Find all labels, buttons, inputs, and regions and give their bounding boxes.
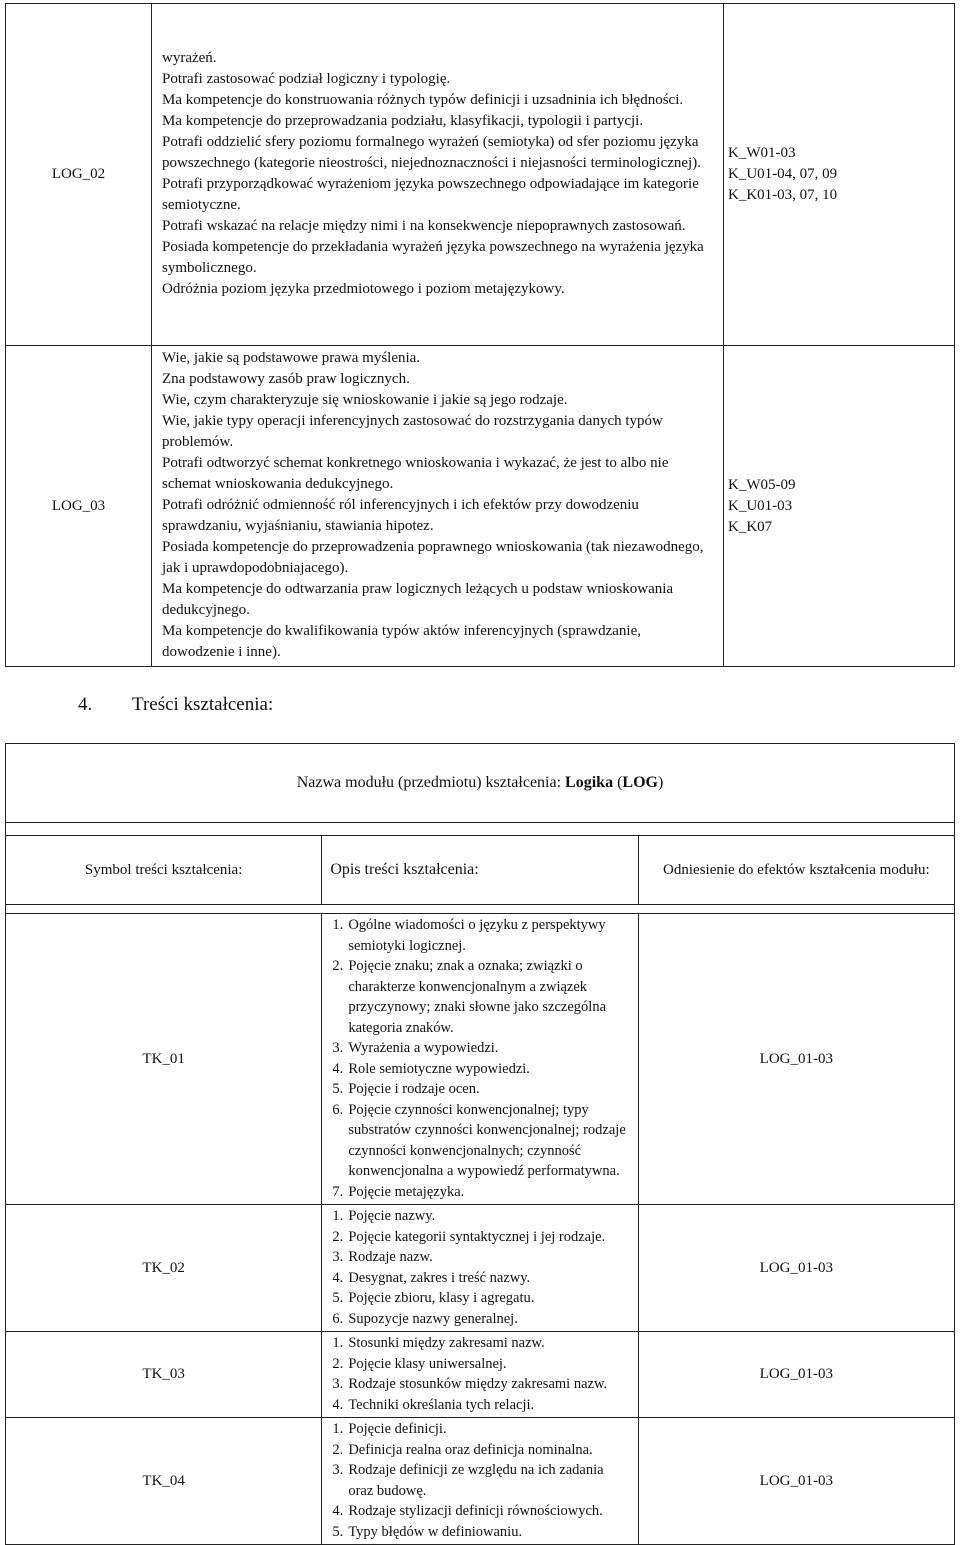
outcome-line: Wie, jakie typy operacji inferencyjnych zastosować do rozstrzygania danych typów problemów. [162, 413, 663, 450]
module-code: LOG [622, 774, 658, 791]
outcome-line: Posiada kompetencje do przekładania wyrażeń języka powszechnego na wyrażenia języka symbolicznego. [162, 239, 704, 276]
content-symbol: TK_02 [6, 1205, 322, 1332]
outcome-line: Wie, czym charakteryzuje się wnioskowanie i jakie są jego rodzaje. [162, 392, 568, 408]
content-row-tk04 [6, 1418, 955, 1545]
outcome-line: Potrafi odróżnić odmienność ról inferencyjnych i ich efektów przy dowodzeniu sprawdzaniu, wyjaśnianiu, stawiania hipotez. [162, 497, 639, 534]
contents-table [5, 743, 955, 1545]
list-item: 7. Pojęcie metajęzyka. [332, 1183, 465, 1200]
outcome-ref: K_W01-03 [728, 145, 796, 161]
content-description [322, 1205, 638, 1332]
outcome-ref: K_K07 [728, 518, 773, 535]
outcome-symbol: LOG_03 [6, 346, 152, 667]
content-description [322, 1418, 638, 1545]
spacer [6, 905, 955, 914]
outcome-line: Potrafi wskazać na relacje między nimi i na konsekwencje niepoprawnych zastosowań. [162, 218, 686, 234]
content-row-tk02 [6, 1205, 955, 1332]
list-item: 4. Role semiotyczne wypowiedzi. [332, 1060, 530, 1077]
outcome-line: Ma kompetencje do kwalifikowania typów aktów inferencyjnych (sprawdzanie, dowodzenie i inne). [162, 623, 642, 660]
outcome-line: Wie, jakie są podstawowe prawa myślenia. [162, 350, 421, 366]
spacer [6, 823, 955, 836]
header-description: Opis treści kształcenia: [322, 836, 638, 905]
outcome-ref: K_U01-04, 07, 09 [728, 166, 838, 182]
content-description [322, 1332, 638, 1418]
outcome-line: wyrażeń. [162, 50, 217, 66]
outcome-description [152, 346, 724, 667]
outcome-line: Potrafi odtworzyć schemat konkretnego wnioskowania i wykazać, że jest to albo nie schemat wnioskowania dedukcyjnego. [162, 455, 669, 492]
content-reference: LOG_01-03 [638, 914, 954, 1205]
outcome-ref: K_K01-03, 07, 10 [728, 187, 838, 203]
outcome-line: Potrafi przyporządkować wyrażeniom języka powszechnego odpowiadające im kategorie semiotyczne. [162, 176, 699, 213]
list-item: 1. Ogólne wiadomości o języku z perspektywy semiotyki logicznej. [332, 917, 606, 954]
list-item: 5. Pojęcie i rodzaje ocen. [332, 1081, 480, 1097]
content-symbol: TK_04 [6, 1418, 322, 1545]
content-symbol: TK_01 [6, 914, 322, 1205]
outcome-line: Potrafi zastosować podział logiczny i typologię. [162, 71, 451, 87]
outcome-ref: K_W05-09 [728, 476, 796, 493]
outcome-line: Odróżnia poziom języka przedmiotowego i poziom metajęzykowy. [162, 281, 565, 297]
outcome-description [152, 4, 724, 346]
outcomes-table [5, 3, 955, 667]
list-item: 3. Rodzaje stosunków między zakresami nazw. [332, 1376, 608, 1392]
section-title: Treści kształcenia: [132, 694, 274, 715]
content-reference: LOG_01-03 [638, 1205, 954, 1332]
outcome-references [724, 346, 955, 667]
list-item: 4. Techniki określania tych relacji. [332, 1396, 535, 1413]
outcome-row-log02 [6, 4, 955, 346]
list-item: 1. Stosunki między zakresami nazw. [332, 1335, 545, 1351]
header-row [6, 836, 955, 905]
list-item: 5. Typy błędów w definiowaniu. [332, 1523, 523, 1540]
module-title-prefix: Nazwa modułu (przedmiotu) kształcenia: [296, 774, 566, 791]
list-item: 2. Pojęcie znaku; znak a oznaka; związki o charakterze konwencjonalnym a związek przyczynowy; znaki słowne jako szczególna kategoria znaków. [332, 958, 607, 1036]
list-item: 3. Rodzaje nazw. [332, 1249, 433, 1265]
list-item: 1. Pojęcie definicji. [332, 1421, 447, 1437]
outcome-references [724, 4, 955, 346]
list-item: 6. Supozycje nazwy generalnej. [332, 1310, 518, 1327]
outcome-line: Zna podstawowy zasób praw logicznych. [162, 371, 410, 387]
content-row-tk01 [6, 914, 955, 1205]
list-item: 2. Definicja realna oraz definicja nominalna. [332, 1441, 593, 1458]
list-item: 4. Desygnat, zakres i treść nazwy. [332, 1269, 531, 1286]
content-symbol: TK_03 [6, 1332, 322, 1418]
list-item: 2. Pojęcie klasy uniwersalnej. [332, 1355, 507, 1372]
list-item: 6. Pojęcie czynności konwencjonalnej; typy substratów czynności konwencjonalnej; rodzaje czynności konwencjonalnych; czynność konwencjonalna a wypowiedź performatywna. [332, 1101, 626, 1179]
list-item: 2. Pojęcie kategorii syntaktycznej i jej rodzaje. [332, 1228, 606, 1245]
header-reference: Odniesienie do efektów kształcenia modułu: [638, 836, 954, 905]
outcome-line: Ma kompetencje do odtwarzania praw logicznych leżących u podstaw wnioskowania dedukcyjnego. [162, 581, 674, 618]
module-code-open: ( [613, 774, 623, 791]
content-reference: LOG_01-03 [638, 1332, 954, 1418]
section-heading [78, 694, 273, 716]
list-item: 3. Wyrażenia a wypowiedzi. [332, 1040, 499, 1056]
content-description [322, 914, 638, 1205]
section-number: 4. [78, 694, 93, 715]
outcome-line: Potrafi oddzielić sfery poziomu formalnego wyrażeń (semiotyka) od sfer poziomu języka powszechnego (kategorie nieostrości, niejednoznaczności i niejasności terminologicznej). [162, 134, 701, 171]
list-item: 4. Rodzaje stylizacji definicji równościowych. [332, 1503, 603, 1519]
list-item: 1. Pojęcie nazwy. [332, 1208, 436, 1224]
outcome-symbol: LOG_02 [6, 4, 152, 346]
outcome-line: Ma kompetencje do przeprowadzania podziału, klasyfikacji, typologii i partycji. [162, 113, 644, 129]
module-code-close: ) [657, 774, 664, 791]
module-title [6, 744, 955, 823]
header-symbol: Symbol treści kształcenia: [6, 836, 322, 905]
outcome-line: Ma kompetencje do konstruowania różnych typów definicji i uzsadninia ich błędności. [162, 92, 684, 108]
outcome-row-log03 [6, 346, 955, 667]
list-item: 3. Rodzaje definicji ze względu na ich zadania oraz budowę. [332, 1462, 604, 1499]
content-row-tk03 [6, 1332, 955, 1418]
outcome-ref: K_U01-03 [728, 497, 793, 514]
content-reference: LOG_01-03 [638, 1418, 954, 1545]
module-name: Logika [565, 774, 614, 791]
list-item: 5. Pojęcie zbioru, klasy i agregatu. [332, 1290, 535, 1306]
outcome-line: Posiada kompetencje do przeprowadzenia poprawnego wnioskowania (tak niezawodnego, jak i uprawdopodobniajacego). [162, 539, 704, 576]
